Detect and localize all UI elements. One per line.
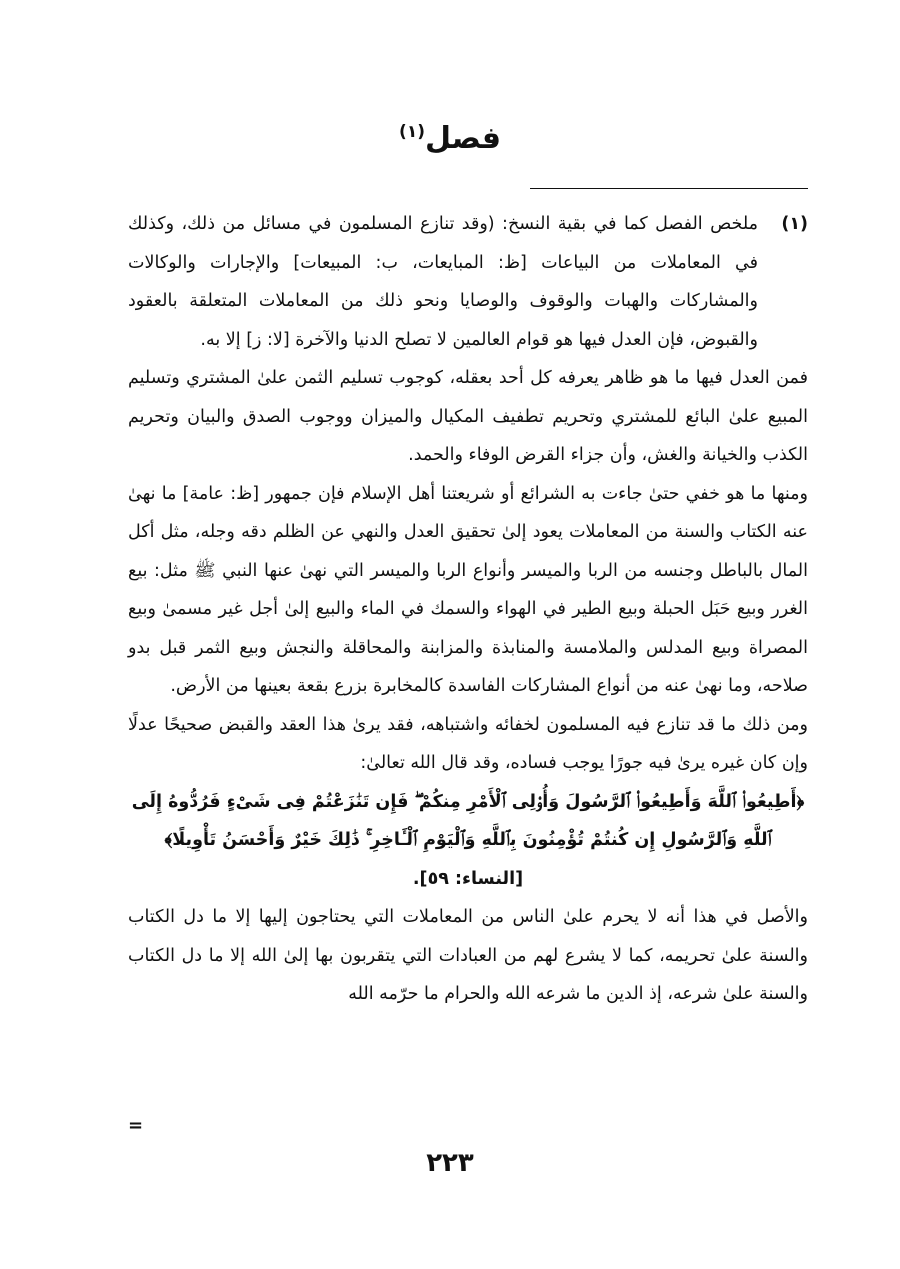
footnote-paragraph: ومنها ما هو خفي حتىٰ جاءت به الشرائع أو شريعتنا أهل الإسلام فإن جمهور [ظ: عامة] ما نهىٰ عنه الكتاب والسنة من المعاملات يعود إلىٰ تحقيق العدل والنهي عن الظلم دقه وجله، مثل أكل المال بالباطل وجنسه من الربا والميسر وأنواع الربا والميسر التي نهىٰ عنها النبي ﷺ مثل: بيع الغرر وبيع حَبَل الحبلة وبيع الطير في الهواء والسمك في الماء والبيع إلىٰ أجل غير مسمىٰ وبيع المصراة وبيع المدلس والملامسة والمنابذة والمزابنة والمحاقلة والنجش وبيع الثمر قبل بدو صلاحه، وما نهىٰ عنه من أنواع المشاركات الفاسدة كالمخابرة بزرع بقعة بعينها من الأرض.	[128, 483, 808, 696]
section-heading	[0, 112, 900, 159]
quran-verse: ﴿أَطِيعُوا۟ ٱللَّهَ وَأَطِيعُوا۟ ٱلرَّسُولَ وَأُو۟لِى ٱلْأَمْرِ مِنكُمْ ۖ فَإِن تَنَٰزَعْتُمْ فِى شَىْءٍ فَرُدُّوهُ إِلَى ٱللَّهِ وَٱلرَّسُولِ إِن كُنتُمْ تُؤْمِنُونَ بِٱللَّهِ وَٱلْيَوْمِ ٱلْـَٔاخِرِ ۚ ذَٰلِكَ خَيْرٌ وَأَحْسَنُ تَأْوِيلًا﴾	[131, 791, 805, 850]
section-title: فصل	[424, 121, 501, 156]
footnote-marker[interactable]: (١)	[399, 122, 425, 142]
quran-reference: [النساء: ٥٩].	[412, 868, 524, 889]
footnote-paragraph	[128, 205, 808, 359]
footnote-paragraph: فمن العدل فيها ما هو ظاهر يعرفه كل أحد بعقله، كوجوب تسليم الثمن علىٰ المشتري وتسليم المبيع علىٰ البائع للمشتري وتحريم تطفيف المكيال والميزان ووجوب الصدق والبيان وتحريم الكذب والخيانة والغش، وأن جزاء القرض الوفاء والحمد.	[128, 368, 808, 465]
footnote-paragraph: ومن ذلك ما قد تنازع فيه المسلمون لخفائه واشتباهه، فقد يرىٰ هذا العقد والقبض صحيحًا عدلًا وإن كان غيره يرىٰ فيه جورًا يوجب فساده، وقد قال الله تعالىٰ:	[128, 714, 808, 773]
page-number: ٢٢٣	[426, 1148, 474, 1178]
footnote-separator	[530, 188, 808, 189]
continuation-mark: =	[128, 1115, 144, 1136]
footnote-number: (١)	[781, 214, 808, 234]
footnote-paragraph: والأصل في هذا أنه لا يحرم علىٰ الناس من المعاملات التي يحتاجون إليها إلا ما دل الكتاب والسنة علىٰ تحريمه، كما لا يشرع لهم من العبادات التي يتقربون بها إلىٰ الله إلا ما دل الكتاب والسنة علىٰ شرعه، إذ الدين ما شرعه الله والحرام ما حرّمه الله	[128, 907, 808, 1004]
footnote-text: ملخص الفصل كما في بقية النسخ: (وقد تنازع المسلمون في مسائل من ذلك، وكذلك في المعاملات من البياعات [ظ: المبايعات، ب: المبيعات] والإجارات والوكالات والمشاركات والهبات والوقوف والوصايا ونحو ذلك من المعاملات المتعلقة بالعقود والقبوض، فإن العدل فيها هو قوام العالمين لا تصلح الدنيا والآخرة [لا: ز] إلا به.	[128, 214, 758, 350]
quran-verse-line	[128, 783, 808, 899]
footnote-body	[128, 205, 808, 1014]
